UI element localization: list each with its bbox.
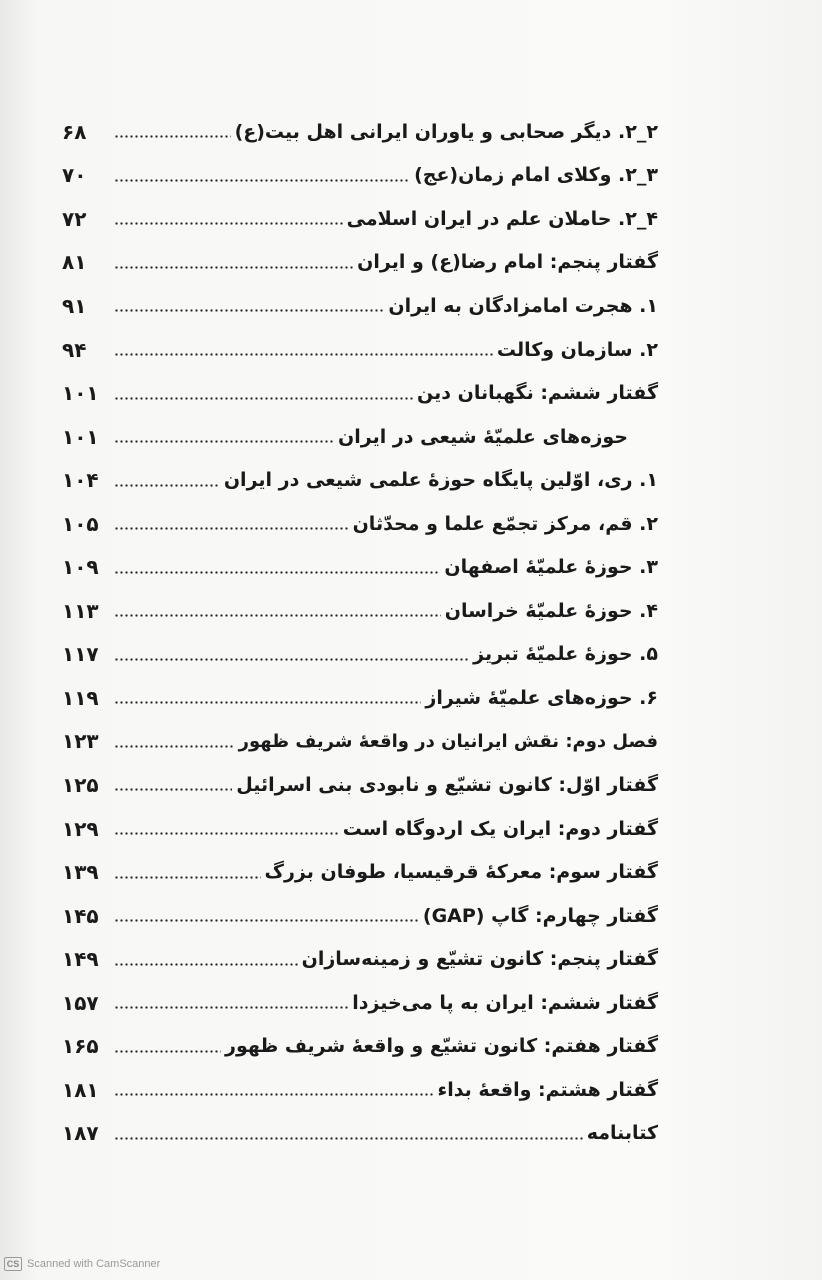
watermark-text: Scanned with CamScanner xyxy=(27,1258,161,1270)
toc-entry-page-number: ۱۰۴ xyxy=(62,468,99,493)
toc-entry-page-number: ۱۰۱ xyxy=(62,424,99,449)
dot-leader xyxy=(114,524,349,534)
toc-entry xyxy=(62,110,658,154)
toc-entry xyxy=(62,937,658,981)
dot-leader xyxy=(114,872,261,882)
toc-entry-title: ۲. سازمان وکالت xyxy=(496,338,658,361)
dot-leader xyxy=(114,262,353,272)
dot-leader xyxy=(114,654,469,664)
toc-entry-title: فصل دوم: نقش ایرانیان در واقعهٔ شریف ظهور xyxy=(238,730,658,752)
toc-entry-title: حوزه‌های علمیّهٔ شیعی در ایران xyxy=(338,425,628,448)
toc-entry-page-number: ۱۸۷ xyxy=(62,1121,99,1146)
toc-entry xyxy=(62,633,658,677)
toc-entry-page-number: ۱۰۱ xyxy=(62,381,99,406)
toc-entry-page-number: ۱۴۵ xyxy=(62,903,99,928)
toc-entry-page-number: ۱۴۹ xyxy=(62,947,99,972)
toc-entry-title: گفتار اوّل: کانون تشیّع و نابودی بنی اسرائیل xyxy=(236,773,658,796)
toc-entry xyxy=(62,415,658,459)
toc-entry-page-number: ۸۱ xyxy=(62,250,87,275)
toc-entry xyxy=(62,502,658,546)
toc-entry-page-number: ۱۰۵ xyxy=(62,511,99,536)
dot-leader xyxy=(114,480,220,490)
dot-leader xyxy=(114,306,384,316)
dot-leader xyxy=(114,916,419,926)
toc-entry xyxy=(62,720,658,764)
toc-entry-page-number: ۱۲۹ xyxy=(62,816,99,841)
dot-leader xyxy=(114,1046,221,1056)
toc-entry-page-number: ۷۲ xyxy=(62,206,87,231)
toc-entry xyxy=(62,807,658,851)
dot-leader xyxy=(114,393,413,403)
toc-entry-page-number: ۱۵۷ xyxy=(62,990,99,1015)
toc-entry-title: گفتار دوم: ایران یک اردوگاه است xyxy=(342,817,658,840)
toc-entry-title: ۲_۲. دیگر صحابی و یاوران ایرانی اهل بیت(ع) xyxy=(234,120,658,143)
toc-entry xyxy=(62,676,658,720)
toc-entry-title: گفتار چهارم: گاپ (GAP) xyxy=(422,904,658,927)
toc-entry-title: ۳_۲. وکلای امام زمان(عج) xyxy=(414,164,658,187)
toc-entry-page-number: ۱۸۱ xyxy=(62,1077,99,1102)
dot-leader xyxy=(114,437,334,447)
toc-entry xyxy=(62,1024,658,1068)
dot-leader xyxy=(114,1090,433,1100)
dot-leader xyxy=(114,567,440,577)
toc-entry xyxy=(62,1112,658,1156)
dot-leader xyxy=(114,219,343,229)
dot-leader xyxy=(114,1133,583,1143)
toc-entry-title: ۱. هجرت امامزادگان به ایران xyxy=(388,294,658,317)
toc-entry-title: گفتار پنجم: کانون تشیّع و زمینه‌سازان xyxy=(301,948,658,971)
toc-entry xyxy=(62,589,658,633)
toc-entry xyxy=(62,154,658,198)
toc-entry xyxy=(62,545,658,589)
dot-leader xyxy=(114,175,410,185)
toc-entry-page-number: ۱۱۳ xyxy=(62,598,99,623)
toc-entry xyxy=(62,241,658,285)
toc-entry-page-number: ۱۱۹ xyxy=(62,685,99,710)
camscanner-logo-icon: CS xyxy=(4,1257,22,1271)
toc-entry-title: گفتار هفتم: کانون تشیّع و واقعهٔ شریف ظهور xyxy=(225,1035,658,1058)
toc-entry xyxy=(62,763,658,807)
dot-leader xyxy=(114,611,441,621)
toc-entry xyxy=(62,328,658,372)
toc-entry-title: ۵. حوزهٔ علمیّهٔ تبریز xyxy=(473,643,658,666)
toc-entry-title: کتابنامه xyxy=(586,1122,658,1145)
toc-entry-page-number: ۱۲۵ xyxy=(62,772,99,797)
toc-entry xyxy=(62,850,658,894)
toc-entry-title: ۴_۲. حاملان علم در ایران اسلامی xyxy=(346,207,658,230)
toc-entry xyxy=(62,458,658,502)
toc-entry-title: گفتار ششم: ایران به پا می‌خیزدا xyxy=(352,991,658,1014)
dot-leader xyxy=(114,829,339,839)
toc-entry-page-number: ۱۲۳ xyxy=(62,729,99,754)
dot-leader xyxy=(114,698,421,708)
toc-entry xyxy=(62,981,658,1025)
toc-entry xyxy=(62,1068,658,1112)
dot-leader xyxy=(114,785,232,795)
toc-entry-title: ۱. ری، اوّلین پایگاه حوزهٔ علمی شیعی در ایران xyxy=(223,469,658,492)
toc-entry-title: گفتار هشتم: واقعهٔ بداء xyxy=(437,1078,658,1101)
toc-entry-title: گفتار ششم: نگهبانان دین xyxy=(417,382,658,405)
toc-entry xyxy=(62,284,658,328)
dot-leader xyxy=(114,741,235,751)
toc-entry-page-number: ۷۰ xyxy=(62,163,87,188)
dot-leader xyxy=(114,1003,348,1013)
toc-entry xyxy=(62,894,658,938)
toc-entry-title: گفتار سوم: معرکهٔ قرقیسیا، طوفان بزرگ xyxy=(264,861,658,884)
dot-leader xyxy=(114,959,298,969)
toc-entry-page-number: ۶۸ xyxy=(62,119,87,144)
toc-entry-title: ۳. حوزهٔ علمیّهٔ اصفهان xyxy=(444,556,658,579)
toc-entry-title: ۴. حوزهٔ علمیّهٔ خراسان xyxy=(444,599,658,622)
toc-entry-title: ۲. قم، مرکز تجمّع علما و محدّثان xyxy=(352,512,658,535)
toc-entry-title: گفتار پنجم: امام رضا(ع) و ایران xyxy=(357,251,658,274)
dot-leader xyxy=(114,350,493,360)
dot-leader xyxy=(114,132,231,142)
toc-entry-page-number: ۹۱ xyxy=(62,293,87,318)
toc-entry-page-number: ۱۱۷ xyxy=(62,642,99,667)
toc-entry-page-number: ۱۳۹ xyxy=(62,860,99,885)
table-of-contents xyxy=(62,110,658,1155)
toc-entry-page-number: ۱۶۵ xyxy=(62,1034,99,1059)
toc-entry-page-number: ۱۰۹ xyxy=(62,555,99,580)
toc-entry xyxy=(62,197,658,241)
toc-entry-title: ۶. حوزه‌های علمیّهٔ شیراز xyxy=(425,686,658,709)
scanner-watermark xyxy=(4,1257,160,1271)
toc-entry-page-number: ۹۴ xyxy=(62,337,87,362)
toc-entry xyxy=(62,371,658,415)
